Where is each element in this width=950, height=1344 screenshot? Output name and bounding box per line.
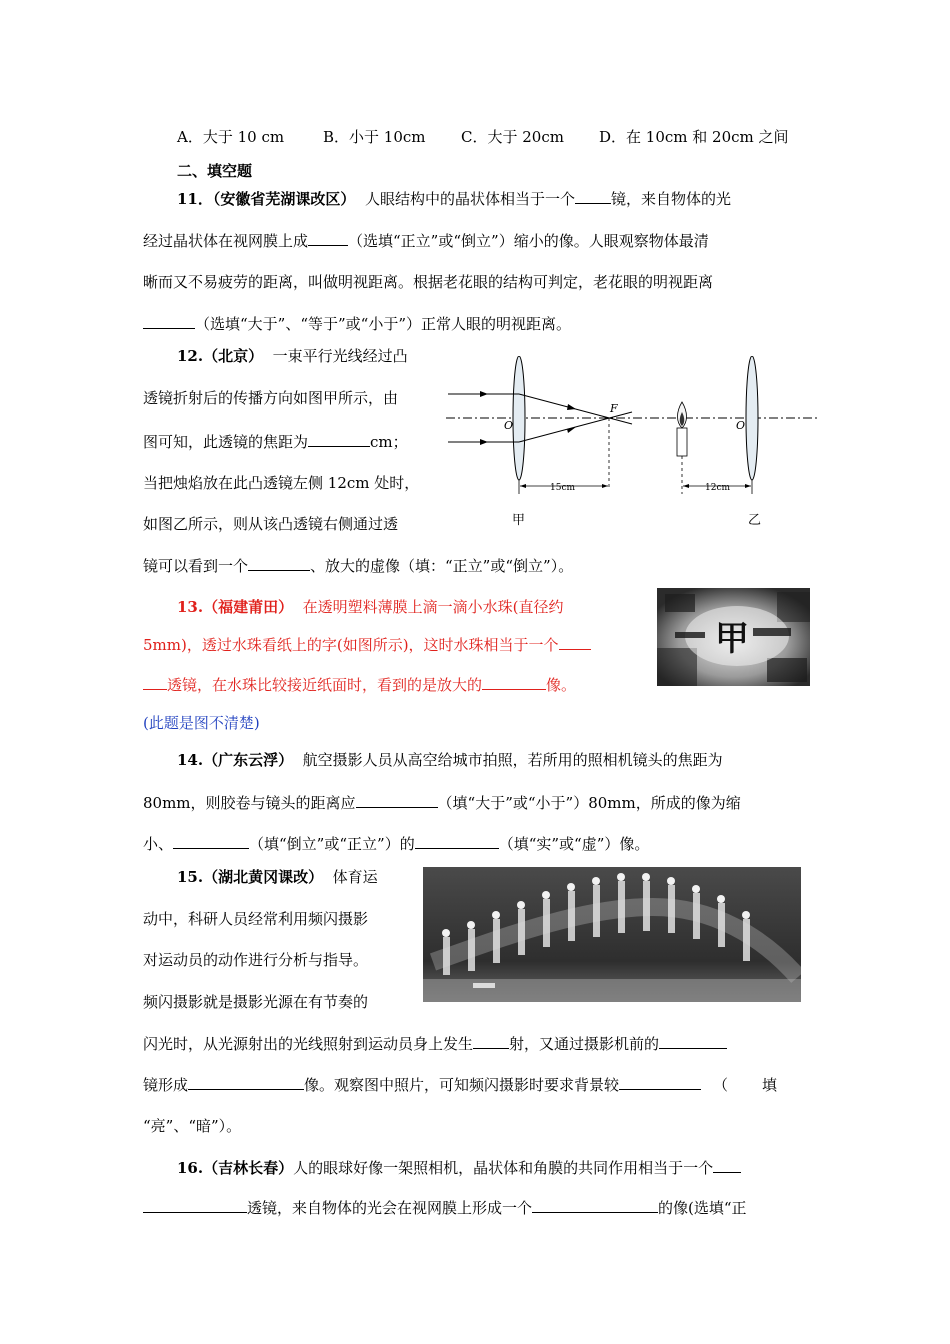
q11-line-1 <box>177 188 731 209</box>
q16-source: （吉林长春） <box>203 1159 294 1177</box>
q12-line-2: 透镜折射后的传播方向如图甲所示，由 <box>143 389 399 407</box>
q11-text-2b: （选填“正立”或“倒立”）缩小的像。人眼观察物体最清 <box>348 232 709 250</box>
answer-blank[interactable] <box>713 1157 741 1173</box>
q15-line-6 <box>143 1074 777 1095</box>
candle-body <box>677 428 687 456</box>
magnified-character: 甲 <box>715 619 749 659</box>
q14-source: （广东云浮） <box>203 751 294 769</box>
option-b: B．小于 10cm <box>323 128 426 146</box>
q16-number: 16. <box>177 1159 204 1177</box>
answer-blank[interactable] <box>143 1197 247 1213</box>
q13-text-3b: 像。 <box>546 676 577 694</box>
q14-text-2a: 80mm，则胶卷与镜头的距离应 <box>143 794 356 812</box>
label-o-1: O <box>504 419 514 432</box>
q13-text-1: 在透明塑料薄膜上滴一滴小水珠(直径约 <box>302 598 564 616</box>
answer-blank[interactable] <box>248 555 310 571</box>
answer-blank[interactable] <box>559 634 591 650</box>
q12-text-6b: 、放大的虚像（填：“正立”或“倒立”）。 <box>310 557 574 575</box>
q15-text-6c: （ <box>713 1076 729 1094</box>
answer-blank[interactable] <box>356 792 438 808</box>
q16-line-1 <box>177 1157 741 1178</box>
q13-source: （福建莆田） <box>203 598 294 616</box>
caption-jia: 甲 <box>512 513 526 528</box>
q14-text-3b: （填“倒立”或“正立”）的 <box>249 835 415 853</box>
answer-blank[interactable] <box>308 230 348 246</box>
q11-line-3: 晰而又不易疲劳的距离，叫做明视距离。根据老花眼的结构可判定，老花眼的明视距离 <box>143 273 714 291</box>
q15-line-1 <box>177 867 378 887</box>
dimension-label-15cm: 15cm <box>550 483 576 493</box>
q15-source: （湖北黄冈课改） <box>203 868 324 886</box>
q13-line-1 <box>177 597 564 617</box>
q11-number: 11． <box>177 190 213 208</box>
q13-text-3a: 透镜，在水珠比较接近纸面时，看到的是放大的 <box>167 676 483 694</box>
q13-number: 13. <box>177 598 204 616</box>
q12-text-6a: 镜可以看到一个 <box>143 557 249 575</box>
dimension-label-12cm: 12cm <box>705 483 731 493</box>
q12-line-4: 当把烛焰放在此凸透镜左侧 12cm 处时， <box>143 474 420 492</box>
q15-line-7: “亮”、“暗”）。 <box>143 1117 242 1135</box>
q14-text-3a: 小、 <box>143 835 174 853</box>
q13-text-2: 5mm)，透过水珠看纸上的字(如图所示)，这时水珠相当于一个 <box>143 636 559 654</box>
q11-text-1a: 人眼结构中的晶状体相当于一个 <box>364 190 575 208</box>
option-a: A．大于 10 cm <box>177 128 285 146</box>
answer-blank[interactable] <box>659 1033 727 1049</box>
strobe-photo-graphic <box>423 867 801 1002</box>
q11-text-2a: 经过晶状体在视网膜上成 <box>143 232 309 250</box>
q12-source: （北京） <box>203 347 264 365</box>
q15-text-6b: 像。观察图中照片，可知频闪摄影时要求背景较 <box>304 1076 620 1094</box>
q11-text-1b: 镜，来自物体的光 <box>610 190 731 208</box>
answer-blank[interactable] <box>619 1074 701 1090</box>
q14-number: 14. <box>177 751 204 769</box>
answer-blank[interactable] <box>532 1197 658 1213</box>
strobe-photo <box>423 867 801 1002</box>
q15-text-6d: 填 <box>762 1076 778 1094</box>
caption-yi: 乙 <box>748 513 762 528</box>
q15-text-5a: 闪光时，从光源射出的光线照射到运动员身上发生 <box>143 1035 474 1053</box>
q14-text-3c: （填“实”或“虚”）像。 <box>498 835 650 853</box>
q16-line-2 <box>143 1197 747 1218</box>
q14-line-3 <box>143 833 649 854</box>
q12-line-6 <box>143 555 573 576</box>
q15-line-4: 频闪摄影就是摄影光源在有节奏的 <box>143 993 369 1011</box>
q11-line-4 <box>143 313 571 334</box>
q16-text-2a: 透镜，来自物体的光会在视网膜上形成一个 <box>247 1199 533 1217</box>
q13-line-2 <box>143 634 591 655</box>
q15-line-3: 对运动员的动作进行分析与指导。 <box>143 951 369 969</box>
option-d: D．在 10cm 和 20cm 之间 <box>599 128 789 146</box>
q12-number: 12. <box>177 347 204 365</box>
q12-line-1 <box>177 346 408 366</box>
convex-lens-2 <box>746 356 758 480</box>
q15-text-6a: 镜形成 <box>143 1076 189 1094</box>
q15-line-5 <box>143 1033 727 1054</box>
q14-text-2b: （填“大于”或“小于”）80mm，所成的像为缩 <box>437 794 741 812</box>
water-drop-photo-graphic <box>657 588 810 686</box>
q15-text-1: 体育运 <box>332 868 378 886</box>
q14-line-1 <box>177 750 723 770</box>
answer-blank[interactable] <box>575 188 611 204</box>
answer-blank[interactable] <box>482 674 546 690</box>
label-o-2: O <box>736 419 746 432</box>
q12-text-3a: 图可知，此透镜的焦距为 <box>143 433 309 451</box>
q14-line-2 <box>143 792 741 813</box>
q13-line-3 <box>143 674 576 695</box>
answer-blank[interactable] <box>308 431 370 447</box>
option-c: C．大于 20cm <box>461 128 564 146</box>
convex-lens-1 <box>513 356 525 480</box>
q12-line-3 <box>143 431 408 452</box>
q11-source: （安徽省芜湖课改区） <box>212 190 356 208</box>
label-f: F <box>610 402 618 415</box>
q16-text-1: 人的眼球好像一架照相机，晶状体和角膜的共同作用相当于一个 <box>293 1159 714 1177</box>
q11-line-2 <box>143 230 709 251</box>
answer-blank[interactable] <box>415 833 499 849</box>
water-drop-photo <box>657 588 810 686</box>
q14-text-1: 航空摄影人员从高空给城市拍照，若所用的照相机镜头的焦距为 <box>302 751 723 769</box>
answer-blank[interactable] <box>143 674 167 690</box>
answer-blank[interactable] <box>473 1033 509 1049</box>
q15-number: 15. <box>177 868 204 886</box>
q15-line-2: 动中，科研人员经常利用频闪摄影 <box>143 910 369 928</box>
answer-blank[interactable] <box>188 1074 304 1090</box>
section-title: 二、填空题 <box>177 162 253 180</box>
q13-note: (此题是图不清楚) <box>143 714 260 732</box>
answer-blank[interactable] <box>143 313 195 329</box>
q11-text-4: （选填“大于”、“等于”或“小于”）正常人眼的明视距离。 <box>195 315 572 333</box>
q12-text-1: 一束平行光线经过凸 <box>272 347 408 365</box>
q15-text-5b: 射，又通过摄影机前的 <box>509 1035 660 1053</box>
answer-blank[interactable] <box>173 833 249 849</box>
q16-text-2b: 的像(选填“正 <box>658 1199 747 1217</box>
q12-text-3b: cm； <box>370 433 408 451</box>
q12-line-5: 如图乙所示，则从该凸透镜右侧通过透 <box>143 515 399 533</box>
lens-diagram <box>446 356 820 532</box>
